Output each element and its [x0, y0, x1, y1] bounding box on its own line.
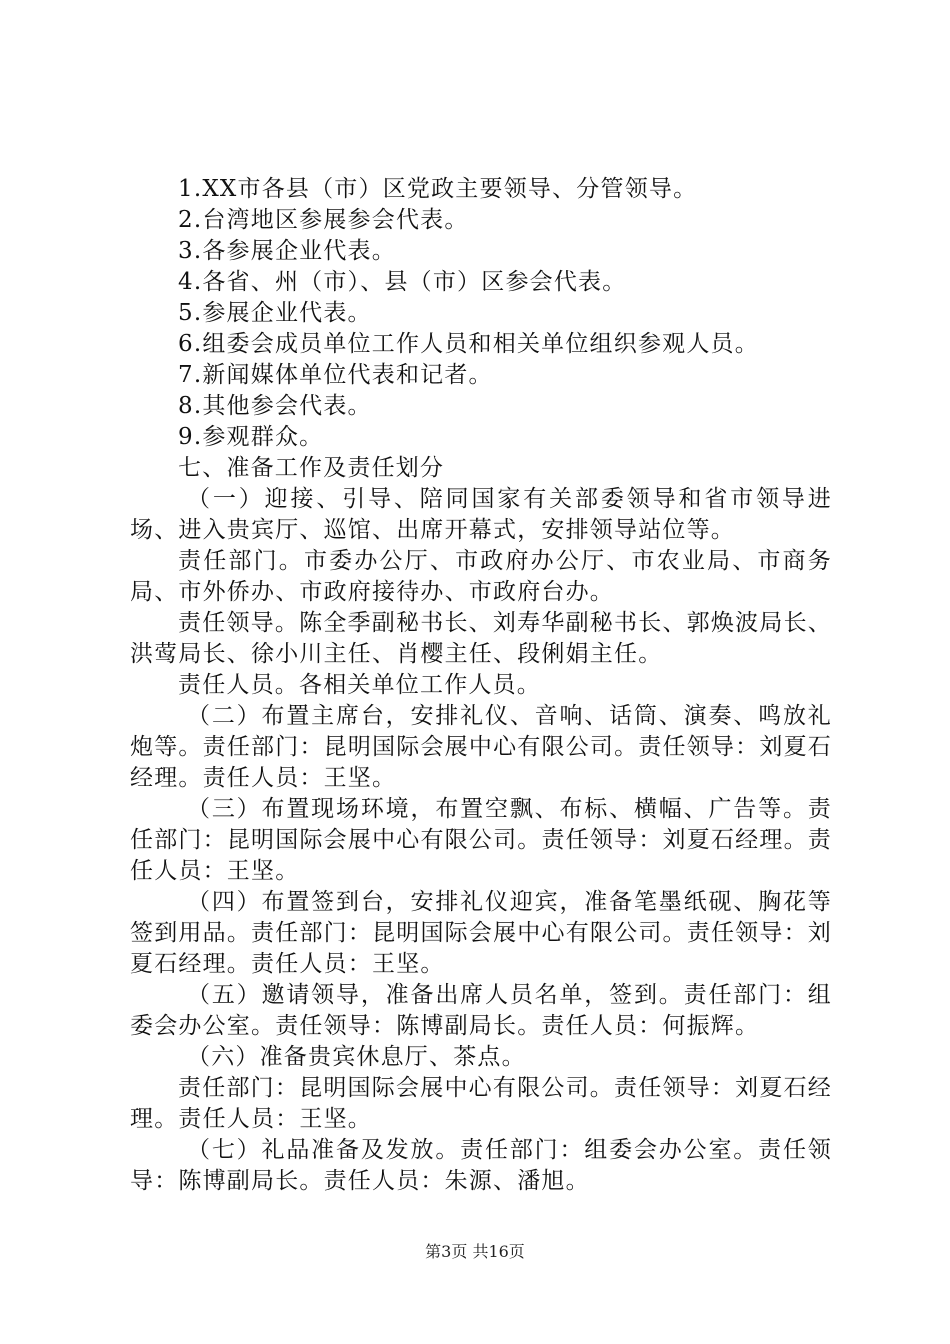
task-paragraph-4: （四）布置签到台，安排礼仪迎宾，准备笔墨纸砚、胸花等签到用品。责任部门：昆明国际会展中心有限公司。责任领导：刘夏石经理。责任人员：王坚。 — [130, 889, 832, 977]
list-item-8: 8.其他参会代表。 — [178, 393, 372, 419]
responsible-leaders: 责任领导。陈全季副秘书长、刘寿华副秘书长、郭焕波局长、洪莺局长、徐小川主任、肖樱主任、段俐娟主任。 — [130, 610, 832, 667]
list-item-4: 4.各省、州（市）、县（市）区参会代表。 — [178, 269, 627, 295]
list-item-5: 5.参展企业代表。 — [178, 300, 372, 326]
task-paragraph-3: （三）布置现场环境，布置空飘、布标、横幅、广告等。责任部门：昆明国际会展中心有限公司。责任领导：刘夏石经理。责任人员：王坚。 — [130, 796, 832, 884]
list-item-2: 2.台湾地区参展参会代表。 — [178, 207, 469, 233]
list-item-7: 7.新闻媒体单位代表和记者。 — [178, 362, 493, 388]
responsible-staff: 责任人员。各相关单位工作人员。 — [178, 672, 541, 698]
task-paragraph-6-detail: 责任部门：昆明国际会展中心有限公司。责任领导：刘夏石经理。责任人员：王坚。 — [130, 1075, 832, 1132]
task-paragraph-1: （一）迎接、引导、陪同国家有关部委领导和省市领导进场、进入贵宾厅、巡馆、出席开幕式，安排领导站位等。 — [130, 486, 832, 543]
task-paragraph-2: （二）布置主席台，安排礼仪、音响、话筒、演奏、鸣放礼炮等。责任部门：昆明国际会展中心有限公司。责任领导：刘夏石经理。责任人员：王坚。 — [130, 703, 832, 791]
list-item-3: 3.各参展企业代表。 — [178, 238, 396, 264]
list-item-9: 9.参观群众。 — [178, 424, 324, 450]
section-heading: 七、准备工作及责任划分 — [178, 455, 445, 481]
responsible-department: 责任部门。市委办公厅、市政府办公厅、市农业局、市商务局、市外侨办、市政府接待办、市政府台办。 — [130, 548, 832, 605]
list-item-6: 6.组委会成员单位工作人员和相关单位组织参观人员。 — [178, 331, 759, 357]
document-body — [130, 174, 832, 1197]
task-paragraph-6: （六）准备贵宾休息厅、茶点。 — [187, 1044, 526, 1070]
task-paragraph-5: （五）邀请领导，准备出席人员名单，签到。责任部门：组委会办公室。责任领导：陈博副局长。责任人员：何振辉。 — [130, 982, 832, 1039]
task-paragraph-7: （七）礼品准备及发放。责任部门：组委会办公室。责任领导：陈博副局长。责任人员：朱源、潘旭。 — [130, 1137, 832, 1194]
page-number-footer: 第3页 共16页 — [425, 1242, 525, 1261]
list-item-1: 1.XX市各县（市）区党政主要领导、分管领导。 — [178, 176, 698, 202]
